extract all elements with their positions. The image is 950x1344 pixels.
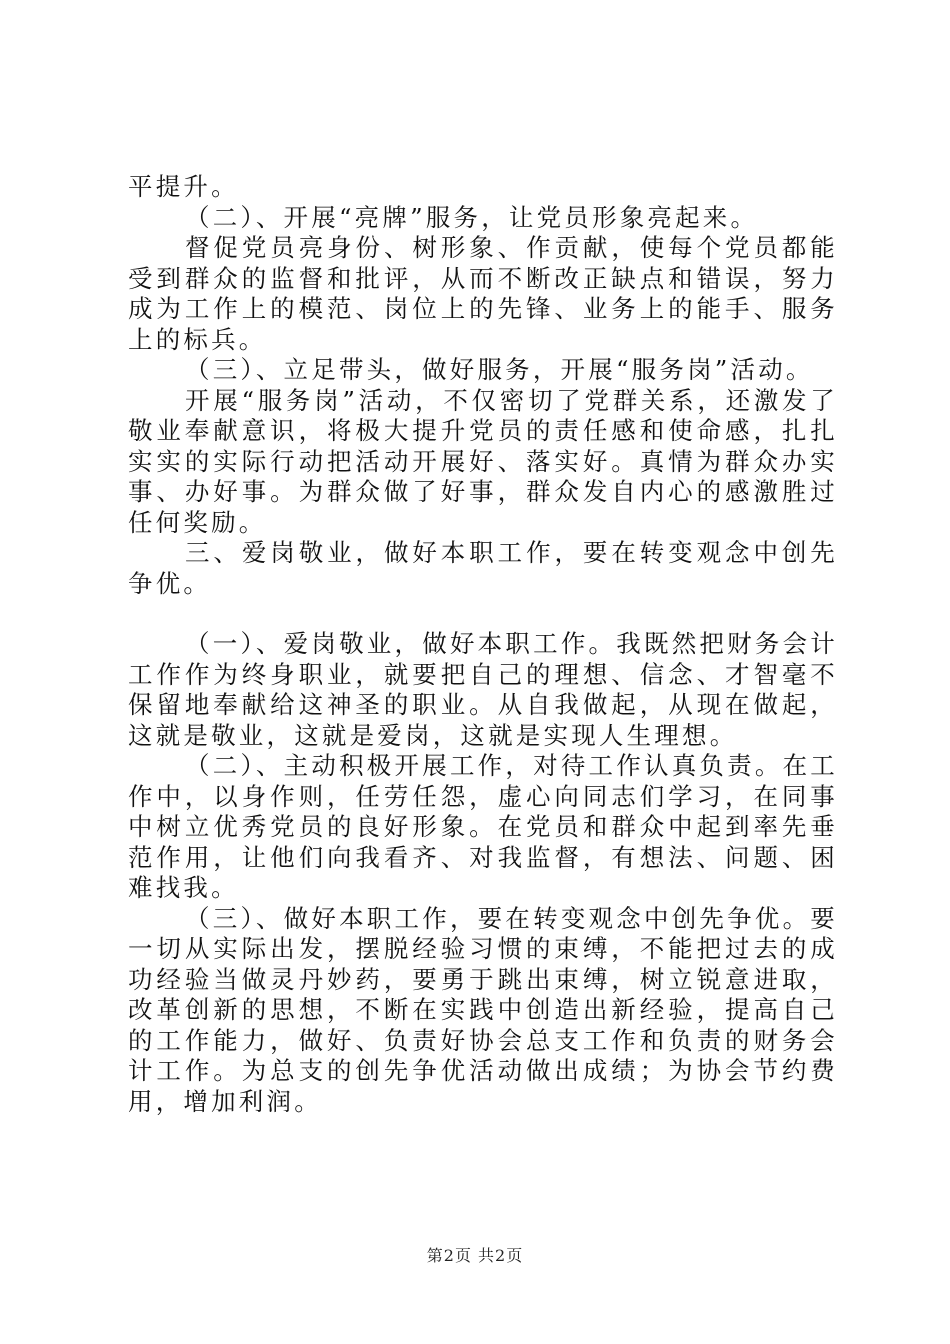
- section-heading-three: 三、爱岗敬业，做好本职工作，要在转变观念中创先争优。: [128, 538, 838, 598]
- paragraph-change-concept: （三）、做好本职工作，要在转变观念中创先争优。要一切从实际出发，摆脱经验习惯的束缚，不能把过去的成功经验当做灵丹妙药，要勇于跳出束缚，树立锐意进取，改革创新的思想，不断在实践中创造出新经验，提高自己的工作能力，做好、负责好协会总支工作和负责的财务会计工作。为总支的创先争优活动做出成绩；为协会节约费用，增加利润。: [128, 903, 838, 1116]
- paragraph-service-post: 开展“服务岗”活动，不仅密切了党群关系，还激发了敬业奉献意识，将极大提升党员的责任感和使命感，扎扎实实的实际行动把活动开展好、落实好。真情为群众办实事、办好事。为群众做了好事，群众发自内心的感激胜过任何奖励。: [128, 385, 838, 537]
- paragraph-active-work: （二）、主动积极开展工作，对待工作认真负责。在工作中，以身作则，任劳任怨，虚心向同志们学习，在同事中树立优秀党员的良好形象。在党员和群众中起到率先垂范作用，让他们向我看齐、对我监督，有想法、问题、困难找我。: [128, 751, 838, 902]
- subheading-two-service: （二）、开展“亮牌”服务，让党员形象亮起来。: [185, 202, 759, 232]
- subheading-three-service-post: （三）、立足带头，做好服务，开展“服务岗”活动。: [185, 355, 814, 384]
- page-footer: 第2页 共2页: [426, 1246, 524, 1265]
- paragraph-supervision: 督促党员亮身份、树形象、作贡献，使每个党员都能受到群众的监督和批评，从而不断改正缺点和错误，努力成为工作上的模范、岗位上的先锋、业务上的能手、服务上的标兵。: [128, 233, 838, 354]
- paragraph-continuation: 平提升。: [128, 172, 239, 201]
- paragraph-love-job: （一）、爱岗敬业，做好本职工作。我既然把财务会计工作作为终身职业，就要把自己的理想、信念、才智毫不保留地奉献给这神圣的职业。从自我做起，从现在做起，这就是敬业，这就是爱岗，这就是实现人生理想。: [128, 629, 838, 750]
- document-body: [128, 172, 838, 1117]
